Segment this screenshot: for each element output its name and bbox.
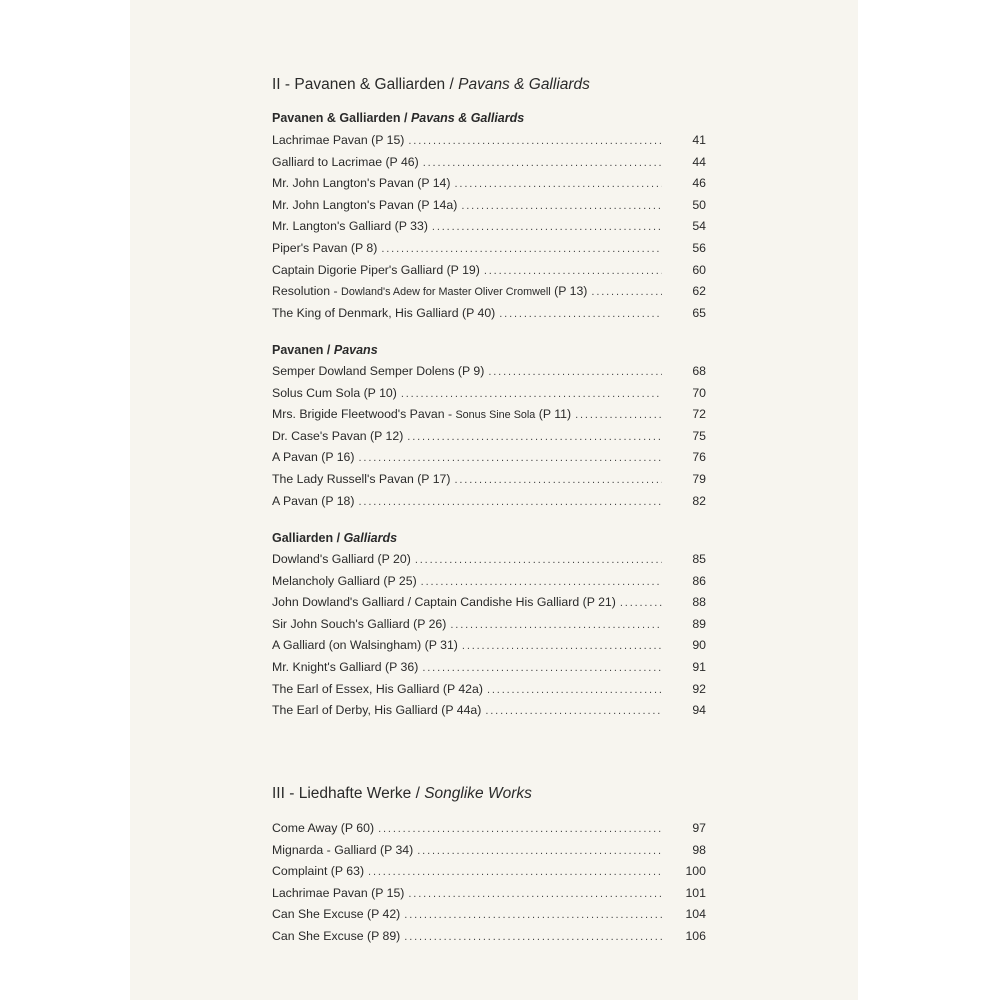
dot-leader xyxy=(417,845,662,857)
toc-entry[interactable] xyxy=(272,429,706,445)
dot-leader xyxy=(454,474,662,486)
part-3-title: III - Liedhafte Werke / xyxy=(272,785,420,802)
toc-entry[interactable] xyxy=(272,574,706,590)
toc-page-number: 62 xyxy=(692,284,706,299)
dot-leader xyxy=(575,409,662,421)
toc-page-number: 76 xyxy=(692,450,706,465)
dot-leader xyxy=(432,221,662,233)
dot-leader xyxy=(485,705,662,717)
toc-entry[interactable] xyxy=(272,364,706,380)
toc-entry-title: Piper's Pavan (P 8) xyxy=(272,241,378,255)
dot-leader xyxy=(408,135,662,147)
toc-page-number: 94 xyxy=(692,703,706,718)
toc-entry[interactable] xyxy=(272,929,706,945)
toc-entry-title: Can She Excuse (P 89) xyxy=(272,929,401,943)
section-heading: Pavanen / Pavans xyxy=(272,343,378,357)
toc-page-number: 89 xyxy=(692,616,706,631)
toc-entry[interactable] xyxy=(272,386,706,402)
toc-entry[interactable] xyxy=(272,821,706,837)
toc-page-number: 75 xyxy=(692,428,706,443)
part-3-heading xyxy=(272,785,532,803)
toc-page-number: 104 xyxy=(685,907,706,922)
toc-entry-title: Can She Excuse (P 42) xyxy=(272,907,401,922)
toc-entry[interactable] xyxy=(272,703,706,719)
toc-page-number: 68 xyxy=(692,364,706,378)
section-heading: Galliarden / Galliards xyxy=(272,531,398,545)
toc-page-number: 90 xyxy=(692,638,706,653)
toc-page-number: 101 xyxy=(685,885,706,900)
dot-leader xyxy=(484,265,662,277)
toc-entry-title: A Pavan (P 16) xyxy=(272,450,355,465)
toc-entry[interactable] xyxy=(272,450,706,466)
toc-entry[interactable] xyxy=(272,907,706,923)
toc-entry-title: Sir John Souch's Galliard (P 26) xyxy=(272,616,447,631)
toc-page-number: 44 xyxy=(692,154,706,169)
part-2-title: II - Pavanen & Galliarden / xyxy=(272,76,454,93)
toc-entry-title: Mr. Langton's Galliard (P 33) xyxy=(272,219,428,234)
dot-leader xyxy=(620,597,662,609)
toc-entry[interactable] xyxy=(272,263,706,279)
toc-entry-title: Lachrimae Pavan (P 15) xyxy=(272,885,405,900)
toc-page-number: 72 xyxy=(692,407,706,422)
toc-entry-title: Dr. Case's Pavan (P 12) xyxy=(272,428,404,443)
toc-entry-title: Mr. John Langton's Pavan (P 14) xyxy=(272,176,451,191)
toc-entry-title: A Pavan (P 18) xyxy=(272,493,355,508)
toc-entry[interactable] xyxy=(272,864,706,880)
toc-entry-title: Mignarda - Galliard (P 34) xyxy=(272,842,414,857)
dot-leader xyxy=(359,496,663,508)
dot-leader xyxy=(408,888,662,900)
toc-page-number: 79 xyxy=(692,472,706,486)
toc-entry-title: Mrs. Brigide Fleetwood's Pavan - Sonus Sine Sola (P 11) xyxy=(272,407,572,422)
toc-page-number: 56 xyxy=(692,241,706,255)
toc-entry[interactable] xyxy=(272,494,706,510)
toc-page-number: 70 xyxy=(692,385,706,400)
dot-leader xyxy=(421,576,662,588)
dot-leader xyxy=(404,931,662,943)
toc-entry[interactable] xyxy=(272,843,706,859)
toc-entry[interactable] xyxy=(272,472,706,488)
toc-entry[interactable] xyxy=(272,219,706,235)
toc-entry[interactable] xyxy=(272,407,706,423)
toc-entry-title: The King of Denmark, His Galliard (P 40) xyxy=(272,305,496,320)
toc-entry-title: Galliard to Lacrimae (P 46) xyxy=(272,154,419,169)
toc-entry[interactable] xyxy=(272,198,706,214)
toc-page-number: 106 xyxy=(685,929,706,943)
dot-leader xyxy=(423,157,662,169)
toc-entry-title: Resolution - Dowland's Adew for Master Oliver Cromwell (P 13) xyxy=(272,284,588,299)
toc-entry[interactable] xyxy=(272,886,706,902)
dot-leader xyxy=(381,243,662,255)
toc-page-number: 85 xyxy=(692,552,706,566)
toc-entry-title: John Dowland's Galliard / Captain Candishe His Galliard (P 21) xyxy=(272,595,616,610)
dot-leader xyxy=(487,684,662,696)
toc-page-number: 50 xyxy=(692,197,706,212)
dot-leader xyxy=(591,286,662,298)
dot-leader xyxy=(401,388,662,400)
dot-leader xyxy=(488,366,662,378)
toc-entry[interactable] xyxy=(272,241,706,257)
toc-page-number: 100 xyxy=(685,864,706,879)
toc-page-number: 60 xyxy=(692,262,706,277)
toc-page-number: 98 xyxy=(692,842,706,857)
toc-entry-title: The Earl of Essex, His Galliard (P 42a) xyxy=(272,681,483,696)
toc-page-number: 82 xyxy=(692,493,706,508)
section-heading: Pavanen & Galliarden / Pavans & Galliards xyxy=(272,111,525,125)
toc-entry[interactable] xyxy=(272,155,706,171)
toc-entry[interactable] xyxy=(272,552,706,568)
dot-leader xyxy=(450,619,662,631)
part-2-heading xyxy=(272,76,590,94)
toc-entry[interactable] xyxy=(272,133,706,149)
dot-leader xyxy=(378,823,662,835)
toc-page-number: 88 xyxy=(692,595,706,610)
toc-entry-title: Lachrimae Pavan (P 15) xyxy=(272,133,405,147)
toc-entry-title: Captain Digorie Piper's Galliard (P 19) xyxy=(272,262,480,277)
toc-entry-title: Melancholy Galliard (P 25) xyxy=(272,573,417,588)
dot-leader xyxy=(404,909,662,921)
toc-page-number: 97 xyxy=(692,821,706,835)
toc-entry-title: Mr. John Langton's Pavan (P 14a) xyxy=(272,197,458,212)
part-3-title-english: Songlike Works xyxy=(424,785,532,802)
toc-page-number: 54 xyxy=(692,219,706,234)
dot-leader xyxy=(407,431,662,443)
toc-entry[interactable] xyxy=(272,682,706,698)
dot-leader xyxy=(499,308,662,320)
toc-entry[interactable] xyxy=(272,595,706,611)
toc-entry-title: Dowland's Galliard (P 20) xyxy=(272,552,411,566)
toc-entry[interactable] xyxy=(272,638,706,654)
dot-leader xyxy=(462,640,662,652)
dot-leader xyxy=(368,866,662,878)
toc-page-number: 92 xyxy=(692,681,706,696)
dot-leader xyxy=(461,200,662,212)
part-2-title-english: Pavans & Galliards xyxy=(458,76,590,93)
dot-leader xyxy=(359,452,663,464)
toc-page-number: 65 xyxy=(692,305,706,320)
toc-entry-title: Mr. Knight's Galliard (P 36) xyxy=(272,660,419,674)
toc-entry-title: The Lady Russell's Pavan (P 17) xyxy=(272,472,451,486)
toc-page-number: 46 xyxy=(692,176,706,191)
dot-leader xyxy=(415,554,662,566)
toc-entry-title: Solus Cum Sola (P 10) xyxy=(272,385,397,400)
dot-leader xyxy=(455,178,663,190)
toc-entry-title: Semper Dowland Semper Dolens (P 9) xyxy=(272,364,485,378)
toc-entry[interactable] xyxy=(272,284,706,300)
toc-page-number: 86 xyxy=(692,573,706,588)
toc-entry-title: Complaint (P 63) xyxy=(272,864,365,879)
toc-page-number: 91 xyxy=(692,660,706,674)
toc-entry-title: A Galliard (on Walsingham) (P 31) xyxy=(272,638,458,653)
toc-entry-title: The Earl of Derby, His Galliard (P 44a) xyxy=(272,703,482,718)
toc-entry[interactable] xyxy=(272,176,706,192)
toc-entry-title: Come Away (P 60) xyxy=(272,821,375,835)
toc-entry[interactable] xyxy=(272,660,706,676)
dot-leader xyxy=(422,662,662,674)
toc-page-number: 41 xyxy=(692,133,706,147)
toc-entry[interactable] xyxy=(272,306,706,322)
toc-entry[interactable] xyxy=(272,617,706,633)
